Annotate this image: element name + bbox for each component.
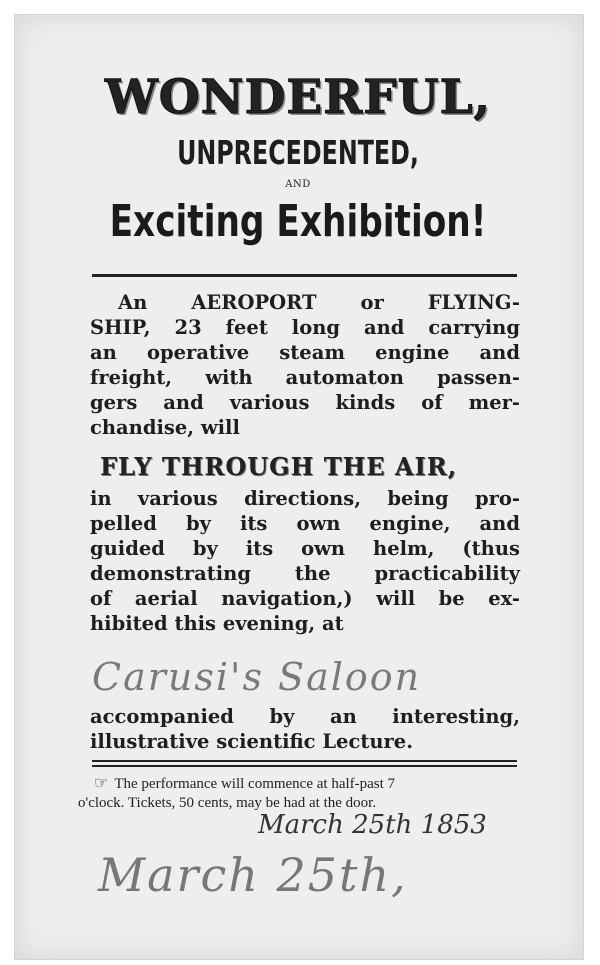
notice-line-1: The performance will commence at half-past 7: [114, 776, 396, 792]
pointing-hand-icon: ☞: [94, 775, 109, 792]
performance-notice: [78, 774, 528, 813]
body-line: SHIP, 23 feet long and carrying: [90, 316, 520, 339]
notice-line-2: o'clock. Tickets, 50 cents, may be had at the door.: [78, 795, 377, 811]
body-line: of aerial navigation,) will be ex-: [90, 587, 520, 610]
conjunction: AND: [285, 179, 311, 190]
handwritten-date-2: March 25th,: [98, 848, 408, 902]
top-divider: [92, 274, 517, 277]
body-line: hibited this evening, at: [90, 612, 344, 635]
venue-handwritten: Carusi's Saloon: [92, 655, 422, 699]
handwritten-date-1: March 25th 1853: [258, 810, 487, 840]
body-line: pelled by its own engine, and: [90, 512, 520, 535]
body-line: an operative steam engine and: [90, 341, 520, 364]
body-line: accompanied by an interesting,: [90, 705, 520, 728]
body-line: illustrative scientific Lecture.: [90, 730, 413, 753]
subhead: UNPRECEDENTED,: [177, 133, 419, 172]
body-line: gers and various kinds of mer-: [90, 391, 520, 414]
body-paragraph-3: [90, 704, 520, 754]
body-paragraph-2: [90, 486, 520, 636]
headline: WONDERFUL,: [104, 70, 492, 125]
body-line: An AEROPORT or FLYING-: [118, 291, 520, 314]
body-paragraph-1: [90, 290, 520, 440]
body-line: freight, with automaton passen-: [90, 366, 520, 389]
poster-title: Exciting Exhibition!: [109, 196, 487, 247]
body-line: demonstrating the practicability: [90, 562, 520, 585]
body-line: guided by its own helm, (thus: [90, 537, 520, 560]
bottom-divider-2: [92, 765, 517, 767]
fly-through-the-air: FLY THROUGH THE AIR,: [100, 452, 458, 481]
body-line: chandise, will: [90, 416, 240, 439]
body-line: in various directions, being pro-: [90, 487, 520, 510]
bottom-divider-1: [92, 760, 517, 762]
